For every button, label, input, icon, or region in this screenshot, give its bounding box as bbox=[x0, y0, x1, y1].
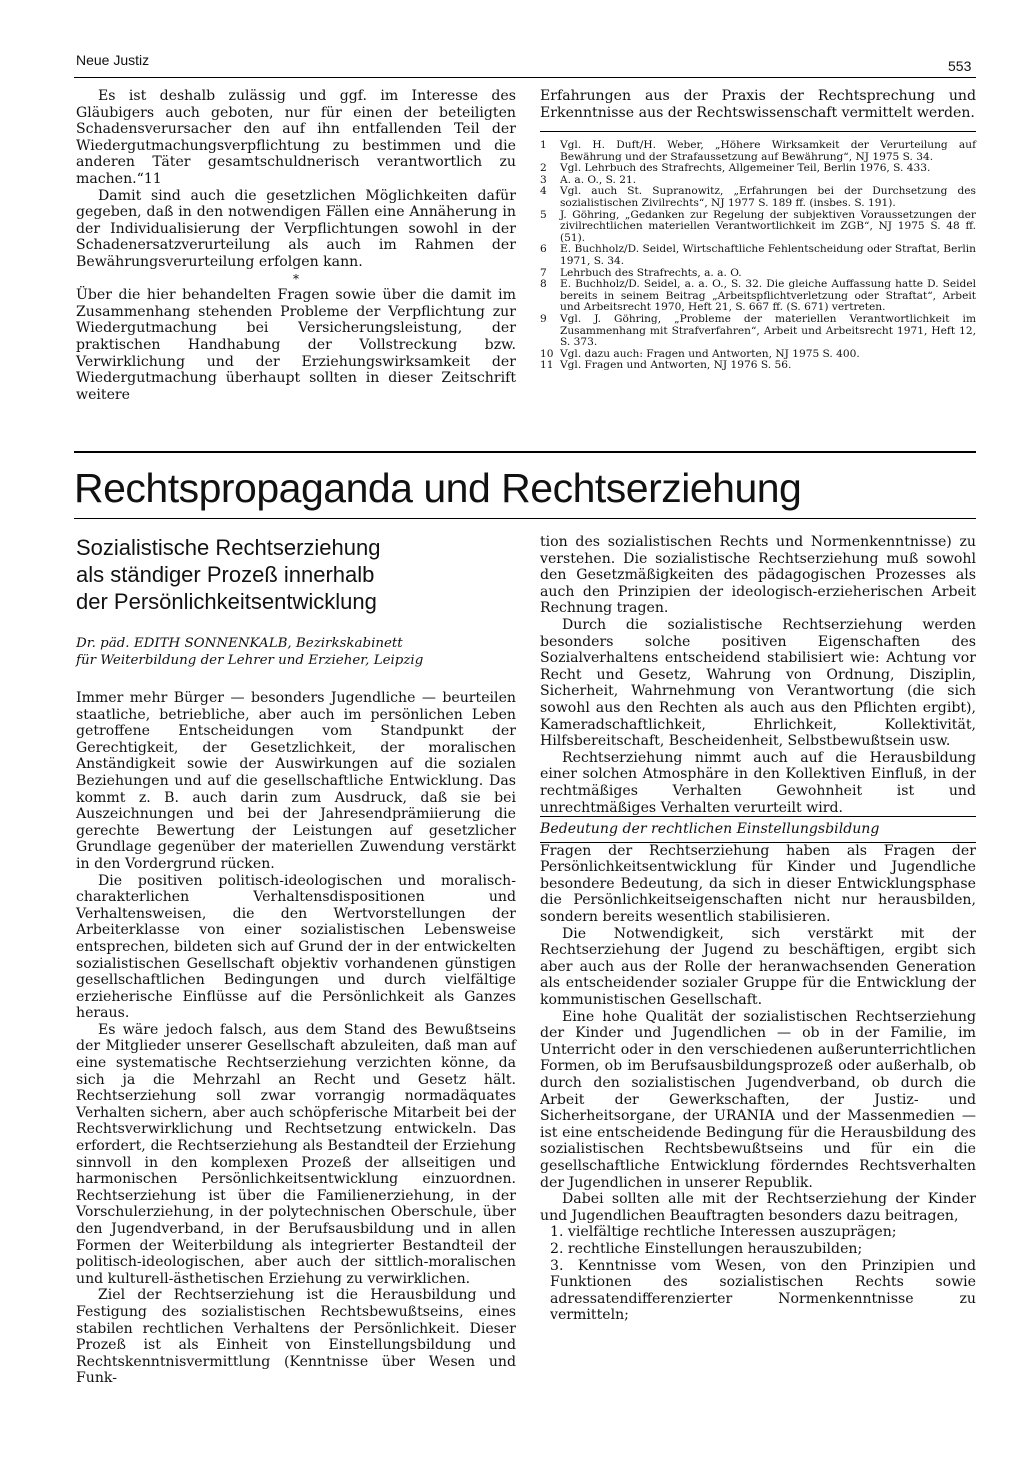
paragraph: Die positiven politisch-ideologischen und moralisch-charakterlichen Verhaltensdispositionen und Verhaltensweisen, die den Wertvorstellungen der Arbeiterklasse von einer sozialistischen Lebensweise entsprechen, bildeten sich auf Grund der in der entwickelten sozialistischen Gesellschaft objektiv vorhandenen günstigen gesellschaftlichen Bedingungen und durch vielfältige erzieherische Einflüsse auf die Persönlichkeit als Ganzes heraus. bbox=[76, 872, 516, 1022]
footnote-number: 8 bbox=[540, 278, 547, 291]
footnote-number: 6 bbox=[540, 243, 547, 256]
article-title-line: der Persönlichkeitsentwicklung bbox=[76, 589, 377, 614]
list-item: 2. rechtliche Einstellungen herauszubilden; bbox=[550, 1240, 863, 1257]
author-byline bbox=[76, 635, 516, 669]
footnote-number: 11 bbox=[540, 359, 554, 372]
paragraph: Dabei sollten alle mit der Rechtserziehung der Kinder und Jugendlichen Beauftragten besonders dazu beitragen, bbox=[540, 1191, 976, 1224]
footnote-text: Vgl. H. Duft/H. Weber, „Höhere Wirksamkeit der Verurteilung auf Bewährung und der Strafaussetzung auf Bewährung“, NJ 1975 S. 34. bbox=[560, 139, 976, 163]
paragraph: tion des sozialistischen Rechts und Normenkenntnisse) zu verstehen. Die sozialistische Rechtserziehung muß sowohl den Gesetzmäßigkeiten des pädagogischen Prozesses als auch den Prinzipien der ideologisch-erzieherischen Arbeit Rechnung tragen. bbox=[540, 534, 976, 617]
paragraph: Über die hier behandelten Fragen sowie über die damit im Zusammenhang stehenden Probleme der Verpflichtung zur Wiedergutmachung bei Versicherungsleistung, der praktischen Handhabung der Vollstreckung bzw. Verwirklichung und der Erziehungswirksamkeit der Wiedergutmachung überhaupt sollten in dieser Zeitschrift weitere bbox=[76, 287, 516, 403]
footnote-text: Vgl. Lehrbuch des Strafrechts, Allgemeiner Teil, Berlin 1976, S. 433. bbox=[560, 162, 931, 175]
paragraph: Damit sind auch die gesetzlichen Möglichkeiten dafür gegeben, daß in den notwendigen Fällen eine Annäherung in der Individualisierung der Verpflichtungen sowohl in der Schadenersatzverurteilung als auch im Rahmen der Bewährungsverurteilung erfolgen kann. bbox=[76, 187, 516, 270]
paragraph: Erfahrungen aus der Praxis der Rechtsprechung und Erkenntnisse aus der Rechtswissenschaft vermittelt werden. bbox=[540, 88, 976, 121]
footnote-text: Vgl. J. Göhring, „Probleme der materiellen Verantwortlichkeit im Zusammenhang mit Strafverfahren“, Arbeit und Arbeitsrecht 1971, Heft 12, S. 373. bbox=[560, 312, 976, 349]
footnote bbox=[540, 279, 976, 314]
paragraph: Fragen der Rechtserziehung haben als Fragen der Persönlichkeitsentwicklung für Kinder und Jugendliche besondere Bedeutung, da sich in dieser Entwicklungsphase die Persönlichkeitseigenschaften nicht nur herausbilden, sondern bereits wesentlich stabilisieren. bbox=[540, 842, 976, 926]
footnote bbox=[540, 360, 976, 372]
paragraph: Rechtserziehung nimmt auch auf die Herausbildung einer solchen Atmosphäre in den Kollektiven Einfluß, in der rechtmäßiges Verhalten Gewohnheit ist und unrechtmäßiges Verhalten verurteilt wird. bbox=[540, 749, 976, 816]
footnote-text: Vgl. auch St. Supranowitz, „Erfahrungen bei der Durchsetzung des sozialistischen Zivilrechts“, NJ 1977 S. 189 ff. (insbes. S. 191). bbox=[560, 185, 976, 209]
author-line: Dr. päd. EDITH SONNENKALB, Bezirkskabinett bbox=[76, 636, 403, 651]
paragraph: Immer mehr Bürger — besonders Jugendliche — beurteilen staatliche, betriebliche, aber auch im persönlichen Leben getroffene Entscheidungen vom Standpunkt der Gerechtigkeit, der Gesetzlichkeit, der moralischen Anständigkeit sowie der Auswirkungen auf die sozialen Beziehungen und auf die gesellschaftliche Entwicklung. Das kommt z. B. auch darin zum Ausdruck, daß sie bei Auszeichnungen und bei der Jahresendprämiierung die gerechte Bewertung der Leistungen auf gesetzlicher Grundlage gegenüber der materiellen Zuwendung verstärkt in den Vordergrund rücken. bbox=[76, 690, 516, 872]
footnote-text: Vgl. Fragen und Antworten, NJ 1976 S. 56. bbox=[560, 359, 792, 372]
footnote bbox=[540, 314, 976, 349]
article-title bbox=[76, 534, 516, 615]
footnote bbox=[540, 186, 976, 209]
footnote-number: 2 bbox=[540, 162, 547, 175]
subheading: Bedeutung der rechtlichen Einstellungsbildung bbox=[540, 816, 976, 843]
footnote-number: 4 bbox=[540, 185, 547, 198]
paragraph: Es wäre jedoch falsch, aus dem Stand des Bewußtseins der Mitglieder unserer Gesellschaft abzuleiten, daß man auf eine systematische Rechtserziehung verzichten könne, da sich ja die Mehrzahl an Recht und Gesetz hält. Rechtserziehung soll zwar vorrangig normadäquates Verhalten sichern, aber auch schöpferische Mitarbeit bei der Rechtsverwirklichung und Rechtsetzung entwickeln. Das erfordert, die Rechtserziehung als Bestandteil der Erziehung sinnvoll in den komplexen Prozeß der allseitigen und harmonischen Persönlichkeitsentwicklung einzuordnen. Rechtserziehung ist über die Familienerziehung, in der Vorschulerziehung, in der polytechnischen Oberschule, über den Jugendverband, in der Berufsausbildung und in allen Formen der Weiterbildung als integrierter Bestandteil der politisch-ideologischen, aber auch der sittlich-moralischen und kulturell-ästhetischen Erziehung zu verwirklichen. bbox=[76, 1021, 516, 1287]
footnote-text: Lehrbuch des Strafrechts, a. a. O. bbox=[560, 266, 742, 279]
journal-title: Neue Justiz bbox=[76, 52, 150, 68]
article-title-line: als ständiger Prozeß innerhalb bbox=[76, 562, 375, 587]
paragraph: Durch die sozialistische Rechtserziehung werden besonders solche positiven Eigenschaften des Sozialverhaltens entscheidend stabilisiert wie: Achtung vor Recht und Gesetz, Wahrung von Ordnung, Disziplin, Sicherheit, Wahrnehmung von Verantwortung (die sich sowohl aus den Rechten als auch aus den Pflichten ergibt), Kameradschaftlichkeit, Ehrlichkeit, Kollektivität, Hilfsbereitschaft, Bescheidenheit, Selbstbewußtsein usw. bbox=[540, 616, 976, 750]
list-item: 1. vielfältige rechtliche Interessen auszuprägen; bbox=[550, 1224, 897, 1241]
top-left-column bbox=[76, 88, 516, 403]
footnote-text: A. a. O., S. 21. bbox=[560, 173, 637, 186]
footnote-number: 3 bbox=[540, 173, 547, 186]
paragraph: Die Notwendigkeit, sich verstärkt mit der Rechtserziehung der Jugend zu beschäftigen, ergibt sich aber auch aus der Rolle der heranwachsenden Generation als entscheidender sozialer Gruppe für die Entwicklung der kommunistischen Gesellschaft. bbox=[540, 925, 976, 1009]
author-affiliation: für Weiterbildung der Lehrer und Erzieher, Leipzig bbox=[76, 653, 424, 668]
article-title-line: Sozialistische Rechtserziehung bbox=[76, 535, 381, 560]
section-rule-top bbox=[74, 451, 976, 453]
footnote-text: E. Buchholz/D. Seidel, Wirtschaftliche Fehlentscheidung oder Straftat, Berlin 1971, S. 34. bbox=[560, 243, 976, 267]
footnote-number: 9 bbox=[540, 312, 547, 325]
section-title: Rechtspropaganda und Rechtserziehung bbox=[74, 465, 802, 511]
footnote bbox=[540, 210, 976, 245]
paragraph: Eine hohe Qualität der sozialistischen Rechtserziehung der Kinder und Jugendlichen — ob in der Familie, im Unterricht oder in den verschiedenen außerunterrichtlichen Formen, ob im Berufsausbildungsprozeß oder außerhalb, ob durch den sozialistischen Jugendverband, ob durch die Arbeit der Gewerkschaften, der Justiz- und Sicherheitsorgane, der URANIA und der Massenmedien — ist eine entscheidende Bedingung für die Herausbildung des sozialistischen Rechtsbewußtseins und für ein die gesellschaftliche Entwicklung förderndes Rechtsverhalten der Jugendlichen in unserer Republik. bbox=[540, 1008, 976, 1191]
section-rule-bottom bbox=[74, 518, 976, 519]
header-rule bbox=[74, 77, 976, 78]
footnote-number: 7 bbox=[540, 266, 547, 279]
list-item: 3. Kenntnisse vom Wesen, von den Prinzipien und Funktionen des sozialistischen Rechts sowie adressatendifferenzierter Normenkenntnisse zu vermitteln; bbox=[550, 1257, 976, 1324]
footnotes bbox=[540, 140, 976, 372]
footnote bbox=[540, 140, 976, 163]
footnote bbox=[540, 244, 976, 267]
footnote-rule bbox=[540, 131, 976, 132]
footnote-text: J. Göhring, „Gedanken zur Regelung der subjektiven Voraussetzungen der zivilrechtlichen materiellen Verantwortlichkeit im ZGB“, NJ 1975 S. 48 ff. (51). bbox=[560, 208, 976, 244]
paragraph: Ziel der Rechtserziehung ist die Herausbildung und Festigung des sozialistischen Rechtsbewußtseins, eines stabilen rechtlichen Verhaltens der Persönlichkeit. Dieser Prozeß ist als Einheit von Einstellungsbildung und Rechtskenntnisvermittlung (Kenntnisse über Wesen und Funk- bbox=[76, 1287, 516, 1387]
paragraph: Es ist deshalb zulässig und ggf. im Interesse des Gläubigers auch geboten, nur für einen der beteiligten Schadensverursacher den auf ihn entfallenden Teil der Wiedergutmachungsverpflichtung zu bestimmen und die anderen Täter gesamtschuldnerisch verantwortlich zu machen.“11 bbox=[76, 88, 516, 187]
page-number: 553 bbox=[948, 58, 972, 74]
top-right-column bbox=[540, 88, 976, 121]
footnote-text: Vgl. dazu auch: Fragen und Antworten, NJ 1975 S. 400. bbox=[560, 347, 860, 360]
footnote-number: 5 bbox=[540, 208, 547, 221]
footnote-number: 10 bbox=[540, 347, 554, 360]
footnote-number: 1 bbox=[540, 139, 547, 151]
article-right-column bbox=[540, 534, 976, 1324]
footnote-text: E. Buchholz/D. Seidel, a. a. O., S. 32. Die gleiche Auffassung hatte D. Seidel bereits in seinem Beitrag „Arbeitspflichtverletzung oder Straftat“, Arbeit und Arbeitsrecht 1970, Heft 21, S. 667 ff. (S. 671) vertreten. bbox=[560, 278, 976, 314]
article-left-column bbox=[76, 690, 516, 1387]
section-separator: * bbox=[293, 271, 299, 286]
